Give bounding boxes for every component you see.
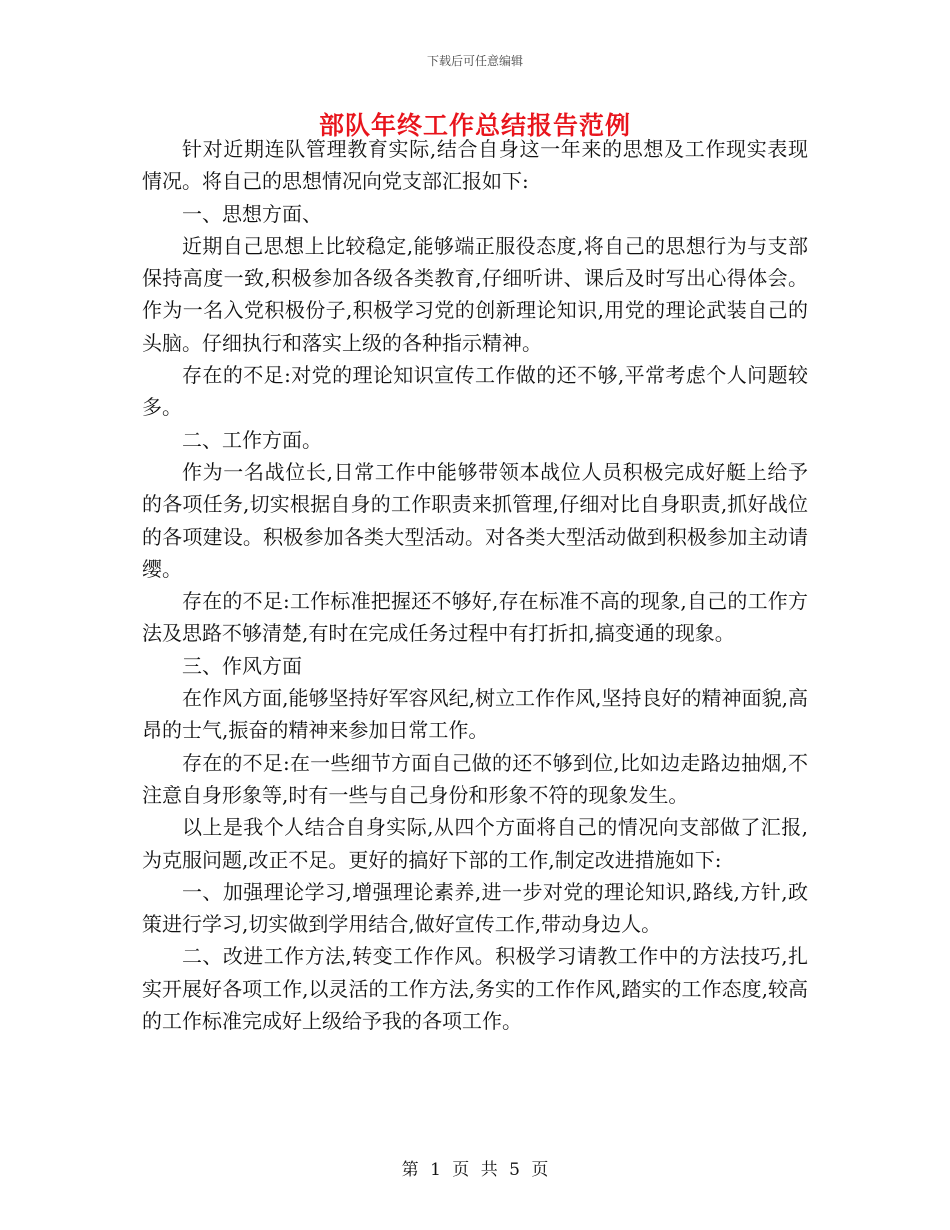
- paragraph-measure-2: 二、改进工作方法,转变工作作风。积极学习请教工作中的方法技巧,扎实开展好各项工作,以灵活的工作方法,务实的工作作风,踏实的工作态度,较高的工作标准完成好上级给予我的各项工作。: [142, 944, 808, 1034]
- document-body: [142, 133, 808, 1037]
- section-heading-style: 三、作风方面: [182, 653, 302, 678]
- paragraph-summary: 以上是我个人结合自身实际,从四个方面将自己的情况向支部做了汇报,为克服问题,改正不足。更好的搞好下部的工作,制定改进措施如下:: [142, 815, 808, 872]
- document-title: 部队年终工作总结报告范例: [318, 111, 631, 140]
- paragraph-work: 作为一名战位长,日常工作中能够带领本战位人员积极完成好艇上给予的各项任务,切实根据自身的工作职责来抓管理,仔细对比自身职责,抓好战位的各项建设。积极参加各类大型活动。对各类大型活动做到积极参加主动请缨。: [142, 459, 808, 581]
- paragraph-work-shortcoming: 存在的不足:工作标准把握还不够好,存在标准不高的现象,自己的工作方法及思路不够清楚,有时在完成任务过程中有打折扣,搞变通的现象。: [142, 589, 808, 646]
- paragraph-intro: 针对近期连队管理教育实际,结合自身这一年来的思想及工作现实表现情况。将自己的思想情况向党支部汇报如下:: [142, 137, 808, 194]
- paragraph-thought-shortcoming: 存在的不足:对党的理论知识宣传工作做的还不够,平常考虑个人问题较多。: [142, 363, 808, 420]
- paragraph-style-shortcoming: 存在的不足:在一些细节方面自己做的还不够到位,比如边走路边抽烟,不注意自身形象等,时有一些与自己身份和形象不符的现象发生。: [142, 750, 808, 807]
- page-header: 下载后可任意编辑: [426, 54, 523, 68]
- page-footer: 第 1 页 共 5 页: [401, 1160, 549, 1180]
- section-heading-thought: 一、思想方面、: [182, 201, 322, 226]
- paragraph-thought: 近期自己思想上比较稳定,能够端正服役态度,将自己的思想行为与支部保持高度一致,积极参加各级各类教育,仔细听讲、课后及时写出心得体会。作为一名入党积极份子,积极学习党的创新理论知识,用党的理论武装自己的头脑。仔细执行和落实上级的各种指示精神。: [142, 233, 808, 355]
- section-heading-work: 二、工作方面。: [182, 427, 322, 452]
- paragraph-style: 在作风方面,能够坚持好军容风纪,树立工作作风,坚持良好的精神面貌,高昂的士气,振奋的精神来参加日常工作。: [142, 686, 808, 743]
- paragraph-measure-1: 一、加强理论学习,增强理论素养,进一步对党的理论知识,路线,方针,政策进行学习,切实做到学用结合,做好宣传工作,带动身边人。: [142, 879, 808, 937]
